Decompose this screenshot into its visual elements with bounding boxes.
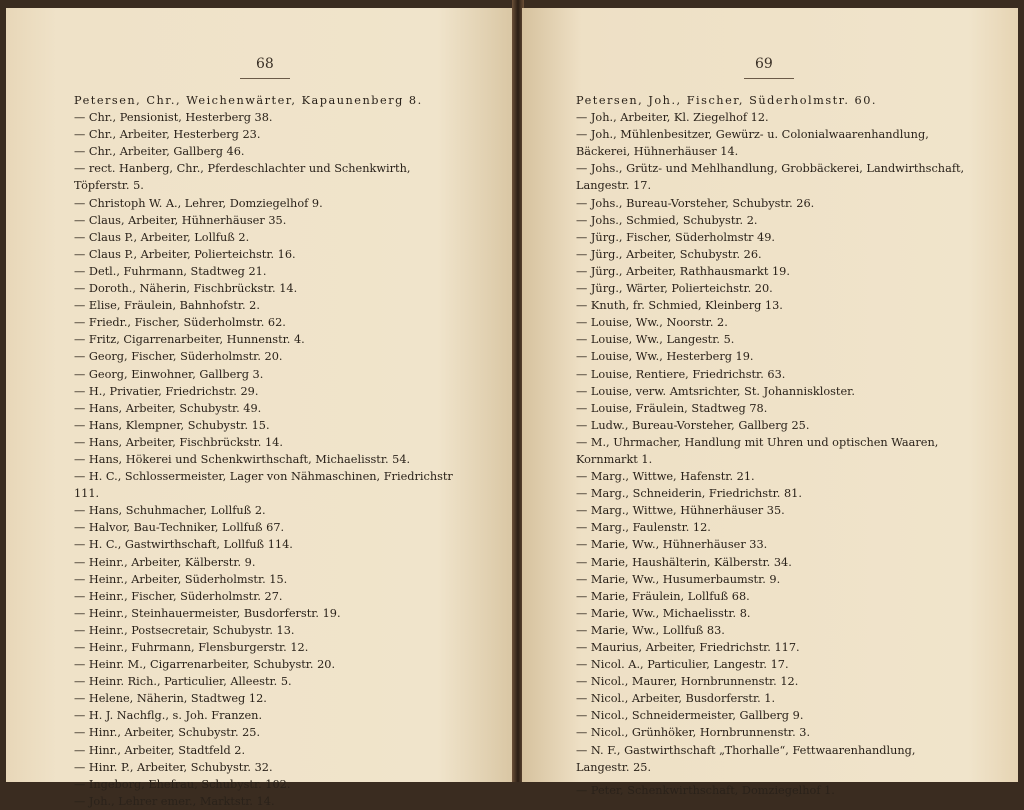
directory-entry: — H. J. Nachflg., s. Joh. Franzen.: [74, 709, 263, 723]
directory-entry: — Marg., Wittwe, Hafenstr. 21.: [576, 470, 755, 484]
directory-entry: — Joh., Lehrer emer., Marktstr. 14.: [74, 794, 275, 808]
directory-entry: — Hans, Hökerei und Schenkwirthschaft, Michaelisstr. 54.: [74, 452, 411, 466]
directory-entry: — Helene, Näherin, Stadtweg 12.: [74, 692, 267, 706]
directory-entry: Petersen, Joh., Fischer, Süderholmstr. 60.: [576, 94, 877, 107]
directory-entry: — Friedr., Fischer, Süderholmstr. 62.: [74, 316, 286, 330]
directory-entry: — Nicol. A., Particulier, Langestr. 17.: [576, 658, 789, 672]
directory-entry: — Marie, Ww., Michaelisstr. 8.: [576, 606, 751, 620]
directory-entry: — Marie, Ww., Hühnerhäuser 33.: [576, 538, 768, 552]
directory-entry: — Nicol., Arbeiter, Busdorferstr. 1.: [576, 692, 776, 706]
directory-entry: — Louise, Fräulein, Stadtweg 78.: [576, 401, 768, 415]
directory-entry: — Georg, Einwohner, Gallberg 3.: [74, 367, 264, 381]
directory-entry: — Nicol., Grünhöker, Hornbrunnenstr. 3.: [576, 726, 811, 740]
directory-entry: — rect. Hanberg, Chr., Pferdeschlachter und Schenkwirth, Töpferstr. 5.: [74, 162, 411, 193]
directory-entry: — Jürg., Arbeiter, Schubystr. 26.: [576, 247, 762, 261]
directory-entry: — Claus, Arbeiter, Hühnerhäuser 35.: [74, 213, 287, 227]
directory-entry: — N. F., Gastwirthschaft „Thorhalle“, Fettwaarenhandlung, Langestr. 25.: [576, 743, 916, 774]
directory-entry: — Nicol., Maurer, Hornbrunnenstr. 12.: [576, 675, 799, 689]
directory-entry: — Louise, Ww., Noorstr. 2.: [576, 316, 728, 330]
directory-entry: — Louise, Ww., Hesterberg 19.: [576, 350, 754, 364]
directory-entry: — Marg., Faulenstr. 12.: [576, 521, 711, 535]
directory-entry: — M., Uhrmacher, Handlung mit Uhren und optischen Waaren, Kornmarkt 1.: [576, 435, 939, 466]
directory-entry: — Joh., Mühlenbesitzer, Gewürz- u. Colonialwaarenhandlung, Bäckerei, Hühnerhäuser 14.: [576, 128, 929, 159]
directory-entry: — Heinr. M., Cigarrenarbeiter, Schubystr. 20.: [74, 658, 336, 672]
directory-entry: — Marie, Fräulein, Lollfuß 68.: [576, 589, 750, 603]
directory-entry: — Heinr., Fischer, Süderholmstr. 27.: [74, 589, 283, 603]
directory-entry: — Claus P., Arbeiter, Polierteichstr. 16.: [74, 247, 296, 261]
directory-entry: — Chr., Arbeiter, Hesterberg 23.: [74, 128, 261, 142]
right-page: [522, 8, 1018, 797]
directory-entry: — Hinr. P., Arbeiter, Schubystr. 32.: [74, 760, 273, 774]
directory-entry: — Marie, Haushälterin, Kälberstr. 34.: [576, 555, 792, 569]
directory-entry: — Heinr., Arbeiter, Süderholmstr. 15.: [74, 572, 288, 586]
directory-entry: — Hans, Arbeiter, Schubystr. 49.: [74, 401, 262, 415]
directory-entry: — Elise, Fräulein, Bahnhofstr. 2.: [74, 299, 260, 313]
directory-entry: — Marg., Schneiderin, Friedrichstr. 81.: [576, 487, 802, 501]
directory-entry: — Jürg., Wärter, Polierteichstr. 20.: [576, 282, 773, 296]
directory-entry: Petersen, Chr., Weichenwärter, Kapaunenberg 8.: [74, 94, 423, 107]
directory-entry: — Hinr., Arbeiter, Stadtfeld 2.: [74, 743, 246, 757]
directory-entry: — Chr., Pensionist, Hesterberg 38.: [74, 111, 273, 125]
directory-entry: — Heinr., Fuhrmann, Flensburgerstr. 12.: [74, 641, 309, 654]
directory-entry: — Christoph W. A., Lehrer, Domziegelhof 9.: [74, 196, 323, 210]
directory-entry: — Nicol., Schneidermeister, Gallberg 9.: [576, 709, 804, 723]
directory-entry: — Heinr. Rich., Particulier, Alleestr. 5.: [74, 675, 292, 689]
directory-entry: — Heinr., Steinhauermeister, Busdorferstr. 19.: [74, 606, 341, 620]
directory-entry: — Johs., Schmied, Schubystr. 2.: [576, 213, 758, 227]
directory-entries: [576, 92, 968, 799]
directory-entry: — Marg., Wittwe, Hühnerhäuser 35.: [576, 504, 785, 518]
directory-entry: — Johs., Grütz- und Mehlhandlung, Grobbäckerei, Landwirthschaft, Langestr. 17.: [576, 162, 965, 193]
directory-entry: — Hans, Klempner, Schubystr. 15.: [74, 418, 270, 432]
directory-entry: — Jürg., Arbeiter, Rathhausmarkt 19.: [576, 264, 790, 278]
page-number: 69: [755, 56, 773, 72]
header-rule: [744, 78, 794, 79]
directory-entry: — Hinr., Arbeiter, Schubystr. 25.: [74, 726, 261, 740]
directory-entry: — Louise, Rentiere, Friedrichstr. 63.: [576, 367, 786, 381]
directory-entry: — H. C., Gastwirthschaft, Lollfuß 114.: [74, 538, 293, 552]
directory-entry: — Hans, Arbeiter, Fischbrückstr. 14.: [74, 435, 283, 449]
directory-entry: — Doroth., Näherin, Fischbrückstr. 14.: [74, 282, 298, 296]
directory-entry: — Marie, Ww., Lollfuß 83.: [576, 623, 725, 637]
directory-entry: — Maurius, Arbeiter, Friedrichstr. 117.: [576, 641, 800, 654]
directory-entry: — Knuth, fr. Schmied, Kleinberg 13.: [576, 299, 783, 313]
directory-entries: [74, 92, 458, 810]
directory-entry: — Georg, Fischer, Süderholmstr. 20.: [74, 350, 283, 364]
directory-entry: — Chr., Arbeiter, Gallberg 46.: [74, 145, 245, 159]
directory-entry: — Louise, verw. Amtsrichter, St. Johanniskloster.: [576, 384, 855, 398]
directory-entry: — Jürg., Fischer, Süderholmstr 49.: [576, 230, 776, 244]
directory-entry: — Johs., Bureau-Vorsteher, Schubystr. 26.: [576, 196, 815, 210]
directory-entry: — Marie, Ww., Husumerbaumstr. 9.: [576, 572, 781, 586]
directory-entry: — Claus P., Arbeiter, Lollfuß 2.: [74, 230, 250, 244]
header-rule: [240, 78, 290, 79]
directory-entry: — Ingeborg, Ehefrau, Schubystr. 102.: [74, 777, 291, 791]
directory-entry: — H., Privatier, Friedrichstr. 29.: [74, 384, 259, 398]
directory-entry: — Peter, Schenkwirthschaft, Domziegelhof 1.: [576, 783, 835, 797]
directory-entry: — Heinr., Postsecretair, Schubystr. 13.: [74, 623, 295, 637]
directory-entry: — Detl., Fuhrmann, Stadtweg 21.: [74, 264, 267, 278]
directory-entry: — Joh., Arbeiter, Kl. Ziegelhof 12.: [576, 111, 769, 125]
directory-entry: — Ludw., Bureau-Vorsteher, Gallberg 25.: [576, 418, 810, 432]
directory-entry: — Halvor, Bau-Techniker, Lollfuß 67.: [74, 521, 285, 535]
directory-entry: — Hans, Schuhmacher, Lollfuß 2.: [74, 504, 266, 518]
directory-entry: — Louise, Ww., Langestr. 5.: [576, 333, 735, 347]
directory-entry: — Fritz, Cigarrenarbeiter, Hunnenstr. 4.: [74, 333, 305, 347]
left-page: [6, 8, 514, 808]
page-number: 68: [256, 56, 274, 72]
directory-entry: — Heinr., Arbeiter, Kälberstr. 9.: [74, 555, 256, 569]
directory-entry: — H. C., Schlossermeister, Lager von Nähmaschinen, Friedrichstr 111.: [74, 470, 453, 501]
